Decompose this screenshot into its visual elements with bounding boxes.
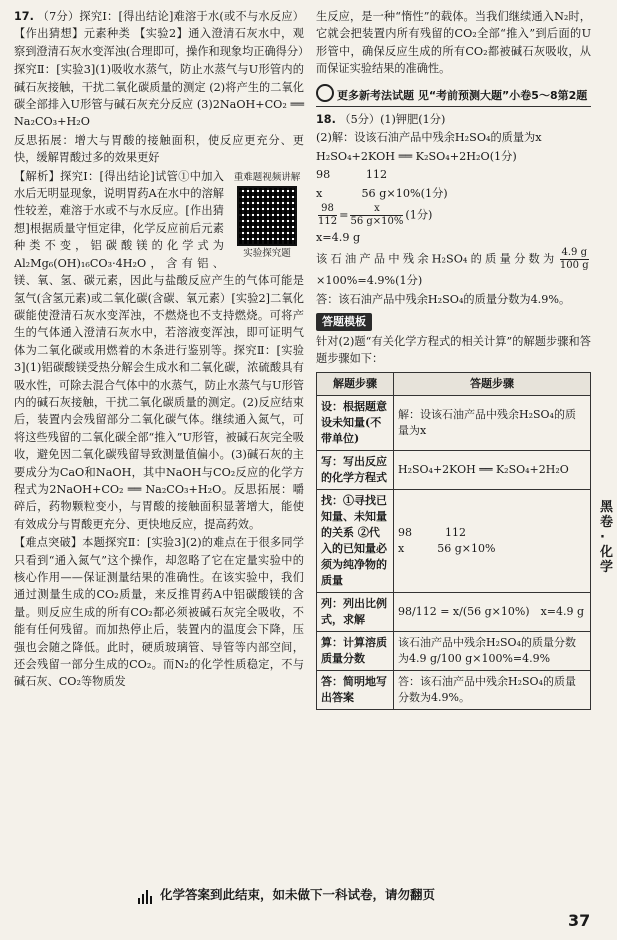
link-icon bbox=[316, 84, 334, 102]
q17-difficulty: 【难点突破】本题探究Ⅱ：[实验3](2)的难点在于很多同学只看到“通入氮气”这个操作，却忽略了它在定量实验中的核心作用——保证测量结果的准确性。在该实验中，我们通过测量生成的CO₂质量，来反推胃药A中铝碳酸镁的含量。则反应生成的所有CO₂都必须被碱石灰完全吸收，不能有任何残留。而加热停止后，装置内的温度会下降，压强也会随之降低。此时，硬质玻璃管、导管等内部空间，还会残留一部分生成的CO₂。而N₂的化学性质稳定，不与碱石灰、CO₂等物质发 bbox=[14, 536, 304, 689]
answer-cell: H₂SO₄+2KOH ══ K₂SO₄+2H₂O bbox=[394, 450, 591, 489]
template-intro: 针对(2)题“有关化学方程式的相关计算”的解题步骤和答题步骤如下： bbox=[316, 334, 591, 366]
qr-code-icon[interactable] bbox=[237, 186, 297, 246]
step-cell: 答：简明地写出答案 bbox=[317, 670, 394, 709]
q18-x-value: x=4.9 g bbox=[316, 231, 361, 245]
step-cell: 找：①寻找已知量、未知量的关系 ②代入的已知量必须为纯净物的质量 bbox=[317, 489, 394, 592]
footer-notice: 化学答案到此结束，如未做下一科试卷，请勿翻页 bbox=[138, 886, 435, 904]
q18-equation: H₂SO₄+2KOH ══ K₂SO₄+2H₂O(1分) bbox=[316, 149, 517, 163]
q18-ratio-row1: 98 112 bbox=[316, 168, 388, 182]
right-column bbox=[316, 8, 591, 710]
answer-cell: 该石油产品中残余H₂SO₄的质量分数为4.9 g/100 g×100%=4.9% bbox=[394, 631, 591, 670]
answer-template-tag: 答题模板 bbox=[316, 313, 372, 330]
left-column bbox=[14, 8, 310, 692]
q17-explore-2: 探究Ⅱ：[实验3](1)吸收水蒸气，防止水蒸气与U形管内的碱石灰接触，干扰二氧化碳质量的测定 (2)将产生的二氧化碳全部排入U形管与碱石灰充分反应 (3)2NaOH+CO₂ ══ Na₂CO₃+H₂O bbox=[14, 63, 304, 129]
fraction-4.9-100: $\frac{4.9 g}{100 g}$ bbox=[559, 247, 589, 272]
answer-cell: 答：该石油产品中残余H₂SO₄的质量分数为4.9%。 bbox=[394, 670, 591, 709]
qr-label: 重难题视频讲解 bbox=[233, 171, 301, 183]
q17-reflection: 反思拓展：增大与胃酸的接触面积，使反应更充分、更快，缓解胃酸过多的效果更好 bbox=[14, 133, 304, 165]
q17-analysis-cont: 生反应，是一种“惰性”的载体。当我们继续通入N₂时，它就会把装置内所有残留的CO₂全部“推入”到后面的U形管中，确保反应生成的所有CO₂都被碱石灰吸收，从而保证实验结果的准确性。 bbox=[316, 10, 591, 76]
table-row bbox=[317, 670, 591, 709]
step-cell: 列：列出比例式，求解 bbox=[317, 592, 394, 631]
table-row bbox=[317, 489, 591, 592]
q18-final-answer: 答：该石油产品中残余H₂SO₄的质量分数为4.9%。 bbox=[316, 292, 571, 306]
q18-proportion: $\frac{98}{112}$ = $\frac{x}{56 g\times 10\%}$ (1分) bbox=[318, 203, 433, 228]
fraction-x-56g: $\frac{x}{56 g\times 10\%}$ bbox=[350, 203, 404, 228]
q18-answer: 18. （5分）(1)钾肥(1分) bbox=[316, 113, 446, 127]
qr-caption: 实验探究题 bbox=[243, 247, 291, 259]
side-label: 黑卷·化学 bbox=[600, 500, 614, 575]
step-cell: 算：计算溶质质量分数 bbox=[317, 631, 394, 670]
q18-solution-line: (2)解：设该石油产品中残余H₂SO₄的质量为x bbox=[316, 131, 542, 145]
q18-ratio-row2: x 56 g×10%(1分) bbox=[316, 186, 448, 200]
qr-video-block[interactable] bbox=[230, 172, 304, 260]
table-row bbox=[317, 592, 591, 631]
table-row bbox=[317, 395, 591, 450]
q18-mass-fraction: 该石油产品中残余H₂SO₄的质量分数为 $\frac{4.9 g}{100 g}$ ×100%=4.9%(1分) bbox=[316, 247, 589, 288]
table-row bbox=[317, 631, 591, 670]
fraction-98-112: $\frac{98}{112}$ bbox=[318, 203, 338, 228]
table-header-cell: 答题步骤 bbox=[394, 372, 591, 395]
q17-analysis: 【解析】探究Ⅰ：[得出结论]试管①中加入水后无明显现象，说明胃药A在水中的溶解性较差，难溶于水或不与水反应。[作出猜想]根据质量守恒定律，化学反应前后元素种类不变，铝碳酸镁的化学式为Al₂Mg₆(OH)₁₆CO₃·4H₂O，含有铝、镁、氧、氢、碳元素，因此与盐酸反应产生的气体可能是氢气(含氢元素)或二氧化碳(含碳、氧元素）[实验2]二氧化碳能使澄清石灰水变浑浊，不燃烧也不支持燃烧。可将产生的气体通入澄清石灰水中，若溶液变浑浊，即可证明气体为二氧化碳或用燃着的木条进行鉴别等。探究Ⅱ：[实验3](1)铝碳酸镁受热分解会生成水和二氧化碳，浓硫酸具有吸水性，可除去混合气体中的水蒸气，防止水蒸气与U形管内的碱石灰接触，干扰二氧化碳质量的测定。(2)反应结束后，装置内会残留部分二氧化碳气体。继续通入氮气，可将这些残留的二氧化碳全部“推入”U形管，被碱石灰完全吸收，避免因二氧化碳残留导致测量值偏小。(3)碱石灰的主要成分为CaO和NaOH，其中NaOH与CO₂反应的化学方程式为2NaOH+CO₂ ══ Na₂CO₃+H₂O。反思拓展：嚼碎后，药物颗粒变小，与胃酸的接触面积显著增大，能使有效成分与胃酸更充分、更快地反应，提高药效。 bbox=[14, 169, 304, 531]
q18-number: 18. bbox=[316, 113, 336, 127]
step-cell: 设：根据题意设未知量(不带单位) bbox=[317, 395, 394, 450]
q17-number: 17. bbox=[14, 10, 34, 23]
step-cell: 写：写出反应的化学方程式 bbox=[317, 450, 394, 489]
table-header-cell: 解题步骤 bbox=[317, 372, 394, 395]
answer-steps-table bbox=[316, 372, 591, 710]
more-questions-banner: 更多新考法试题 见“考前预测大题”小卷5～8第2题 bbox=[316, 84, 591, 107]
barcode-icon bbox=[138, 887, 154, 904]
page-number: 37 bbox=[568, 911, 591, 930]
table-row bbox=[317, 450, 591, 489]
q17-answer: 17. （7分）探究Ⅰ：[得出结论]难溶于水(或不与水反应）【作出猜想】元素种类 【实验2】通入澄清石灰水中，观察到澄清石灰水变浑浊(合理即可，操作和现象均正确得分） bbox=[14, 10, 310, 58]
answer-cell: 解：设该石油产品中残余H₂SO₄的质量为x bbox=[394, 395, 591, 450]
answer-cell: 98/112 = x/(56 g×10%) x=4.9 g bbox=[394, 592, 591, 631]
table-header-row bbox=[317, 372, 591, 395]
answer-cell: 98 112 x 56 g×10% bbox=[394, 489, 591, 592]
